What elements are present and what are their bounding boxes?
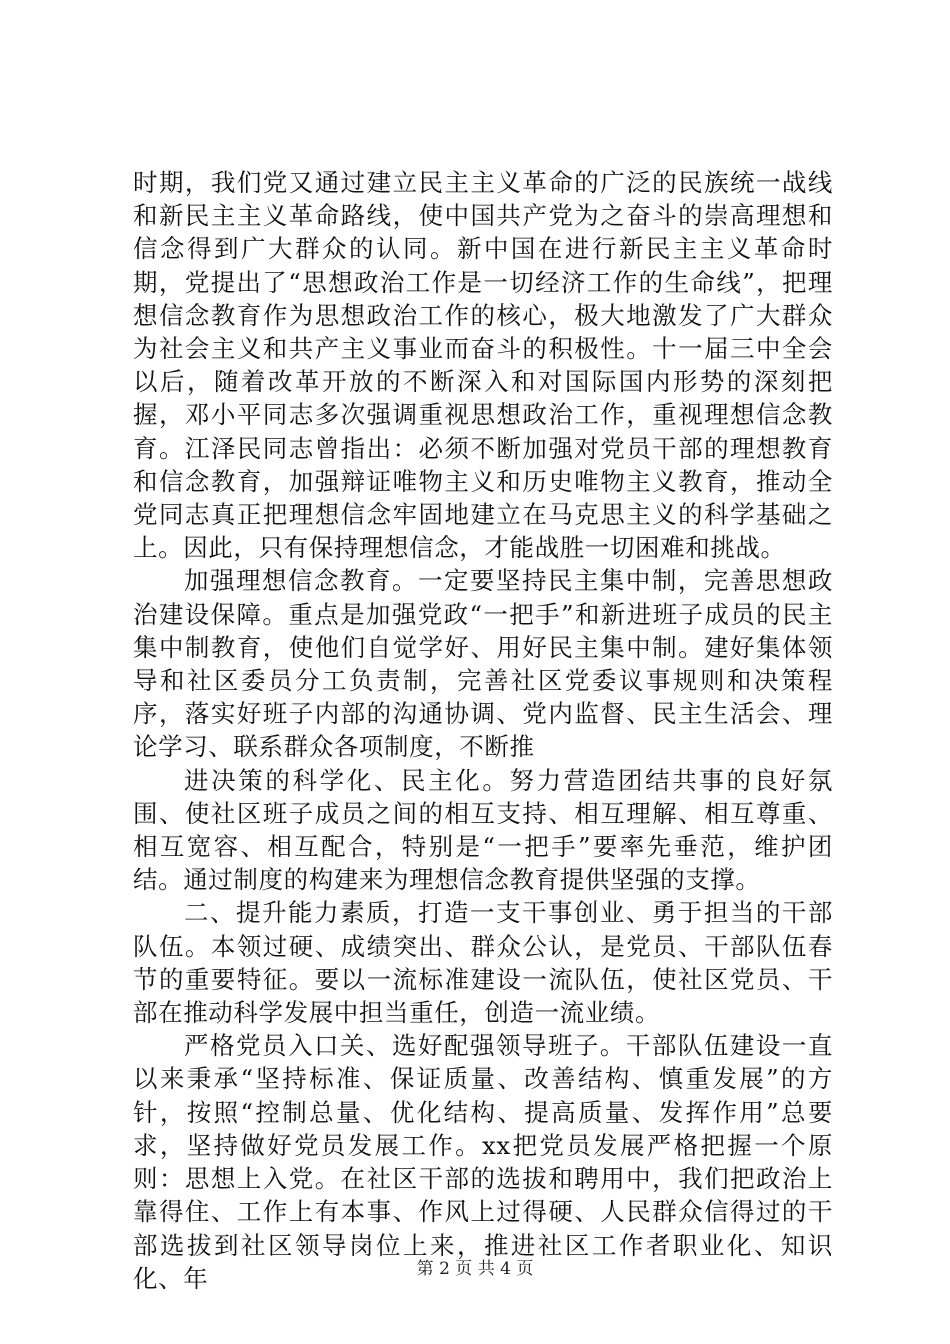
document-body	[133, 166, 833, 1295]
paragraph-ideal-belief-education: 加强理想信念教育。一定要坚持民主集中制，完善思想政治建设保障。重点是加强党政“一把手”和新进班子成员的民主集中制教育，使他们自觉学好、用好民主集中制。建好集体领导和社区委员分工负责制，完善社区党委议事规则和决策程序，落实好班子内部的沟通协调、党内监督、民主生活会、理论学习、联系群众各项制度，不断推	[133, 566, 833, 762]
paragraph-section-two-heading: 二、提升能力素质，打造一支干事创业、勇于担当的干部队伍。本领过硬、成绩突出、群众公认，是党员、干部队伍春节的重要特征。要以一流标准建设一流队伍，使社区党员、干部在推动科学发展中担当重任，创造一流业绩。	[133, 898, 833, 1028]
paragraph-decision-making: 进决策的科学化、民主化。努力营造团结共事的良好氛围、使社区班子成员之间的相互支持、相互理解、相互尊重、相互宽容、相互配合，特别是“一把手”要率先垂范，维护团结。通过制度的构建来为理想信念教育提供坚强的支撑。	[133, 765, 833, 895]
page-number-footer: 第 2 页 共 4 页	[416, 1259, 534, 1279]
paragraph-continuation: 时期，我们党又通过建立民主主义革命的广泛的民族统一战线和新民主主义革命路线，使中国共产党为之奋斗的崇高理想和信念得到广大群众的认同。新中国在进行新民主主义革命时期，党提出了“思想政治工作是一切经济工作的生命线”，把理想信念教育作为思想政治工作的核心，极大地激发了广大群众为社会主义和共产主义事业而奋斗的积极性。十一届三中全会以后，随着改革开放的不断深入和对国际国内形势的深刻把握，邓小平同志多次强调重视思想政治工作，重视理想信念教育。江泽民同志曾指出：必须不断加强对党员干部的理想教育和信念教育，加强辩证唯物主义和历史唯物主义教育，推动全党同志真正把理想信念牢固地建立在马克思主义的科学基础之上。因此，只有保持理想信念，才能战胜一切困难和挑战。	[133, 168, 833, 563]
paragraph-party-member-entry: 严格党员入口关、选好配强领导班子。干部队伍建设一直以来秉承“坚持标准、保证质量、改善结构、慎重发展”的方针，按照“控制总量、优化结构、提高质量、发挥作用”总要求，坚持做好党员发展工作。xx把党员发展严格把握一个原则：思想上入党。在社区干部的选拔和聘用中，我们把政治上靠得住、工作上有本事、作风上过得硬、人民群众信得过的干部选拔到社区领导岗位上来，推进社区工作者职业化、知识化、年	[133, 1031, 833, 1293]
